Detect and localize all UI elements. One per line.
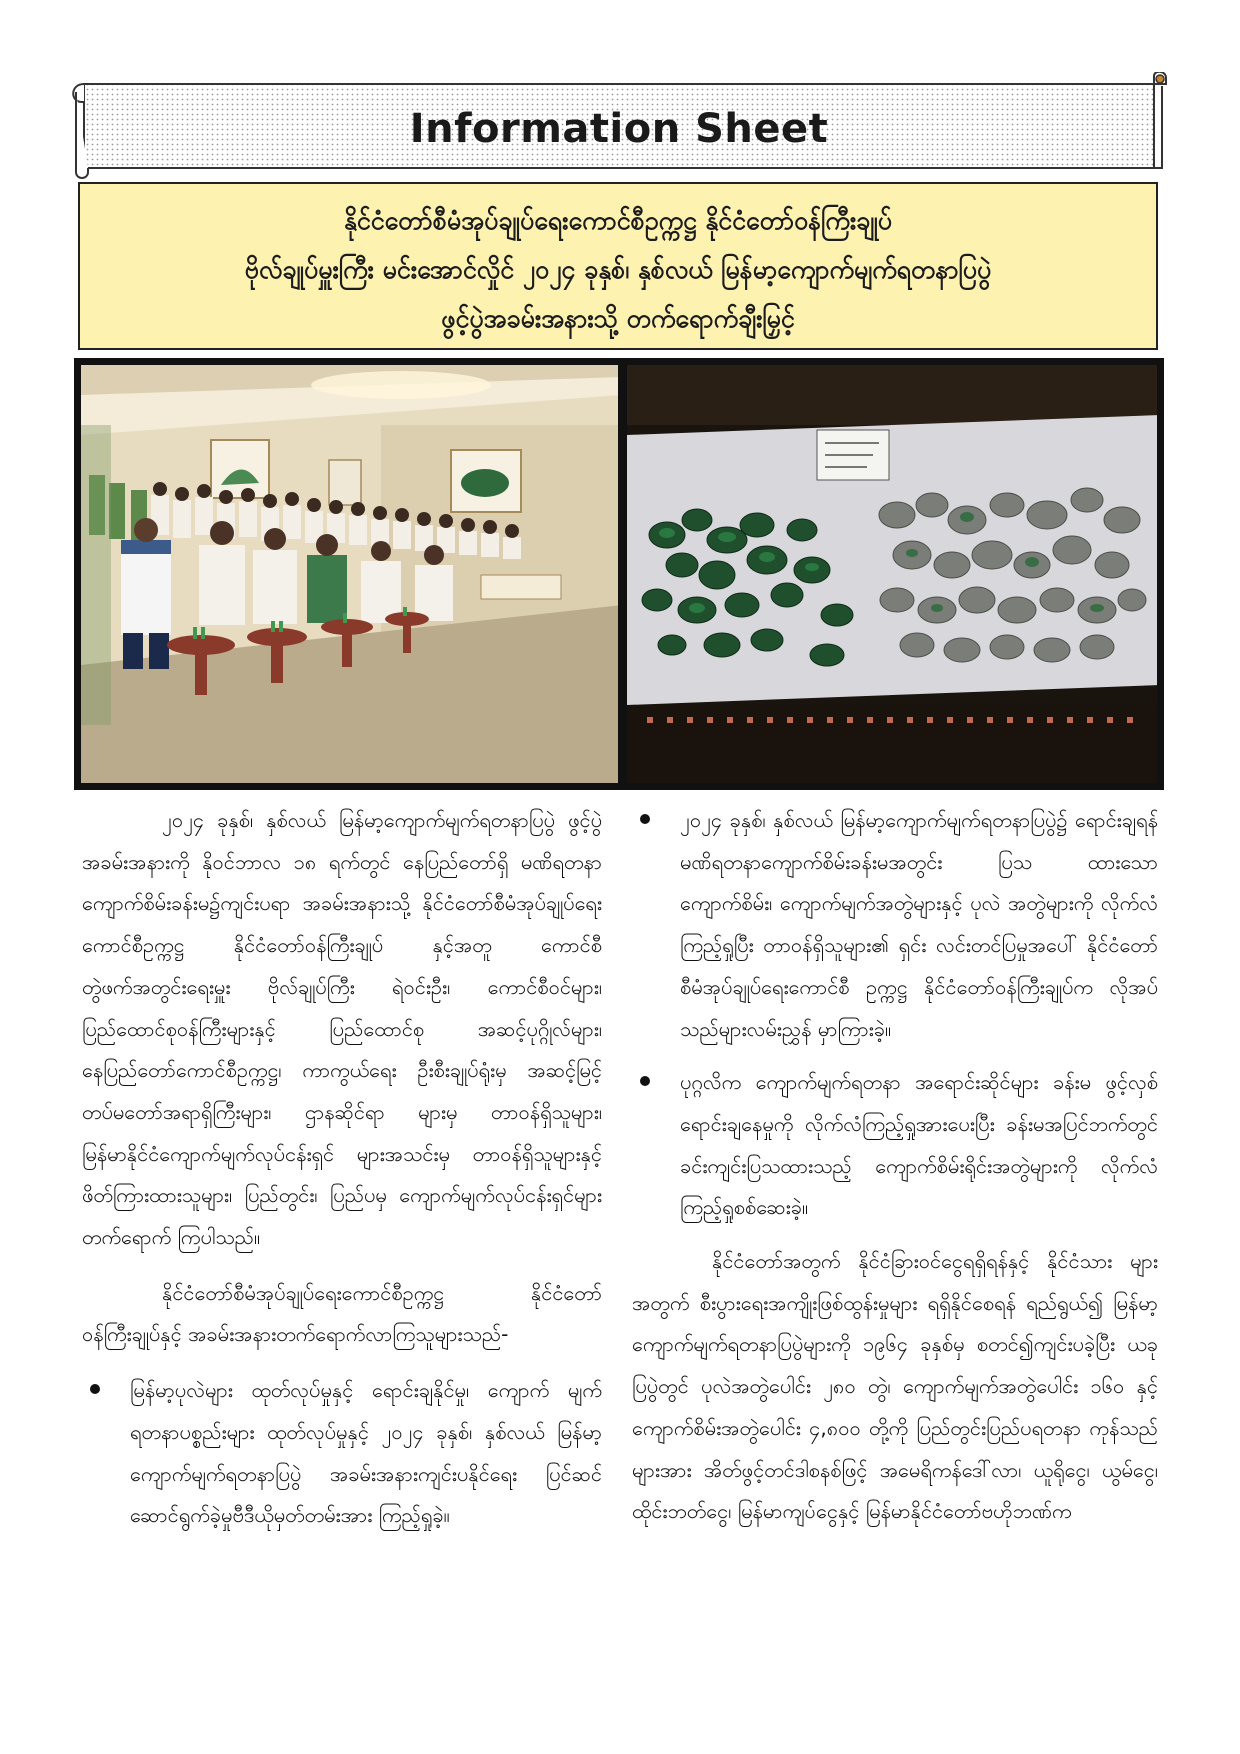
bullet-icon [640, 814, 650, 824]
bullet-text: ပုဂ္ဂလိက ကျောက်မျက်ရတနာ အရောင်းဆိုင်များ ခန်းမ ဖွင့်လှစ်ရောင်းချနေမှုကို လိုက်လံကြည့်ရှုအားပေးပြီး ခန်းမအပြင်ဘက်တွင် ခင်းကျင်းပြသထားသည့် ကျောက်စိမ်းရိုင်းအတွဲများကို လိုက်လံကြည့်ရှုစစ်ဆေးခဲ့။ [680, 1070, 1158, 1220]
paragraph: နိုင်ငံတော်အတွက် နိုင်ငံခြားဝင်ငွေရရှိရန်နှင့် နိုင်ငံသား များအတွက် စီးပွားရေးအကျိုးဖြစ်ထွန်းမှုများ ရရှိနိုင်စေရန် ရည်ရွယ်၍ မြန်မာ့ကျောက်မျက်ရတနာပြပွဲများကို ၁၉၆၄ ခုနှစ်မှ စတင်၍ကျင်းပခဲ့ပြီး ယခုပြပွဲတွင် ပုလဲအတွဲပေါင်း ၂၈၀ တွဲ၊ ကျောက်မျက်အတွဲပေါင်း ၁၆၀ နှင့် ကျောက်စိမ်းအတွဲပေါင်း ၄,၈၀၀ တို့ကို ပြည်တွင်းပြည်ပရတနာ ကုန်သည်များအား အိတ်ဖွင့်တင်ဒါစနစ်ဖြင့် အမေရိကန်ဒေါ်လာ၊ ယူရိုငွေ၊ ယွမ်ငွေ၊ ထိုင်းဘတ်ငွေ၊ မြန်မာကျပ်ငွေနှင့် မြန်မာနိုင်ငံတော်ဗဟိုဘဏ်က [632, 1249, 1158, 1524]
bullet-icon [90, 1384, 100, 1394]
bullet-list [82, 1370, 602, 1537]
right-column [632, 800, 1158, 1547]
photo-strip [74, 358, 1164, 790]
bullet-text: ၂၀၂၄ ခုနှစ်၊ နှစ်လယ် မြန်မာ့ကျောက်မျက်ရတနာပြပွဲ၌ ရောင်းချရန် မဏိရတနာကျောက်စိမ်းခန်းမအတွင်း ပြသ ထားသော ကျောက်စိမ်း၊ ကျောက်မျက်အတွဲများနှင့် ပုလဲ အတွဲများကို လိုက်လံကြည့်ရှုပြီး တာဝန်ရှိသူများ၏ ရှင်း လင်းတင်ပြမှုအပေါ် နိုင်ငံတော်စီမံအုပ်ချုပ်ရေးကောင်စီ ဥက္ကဋ္ဌ နိုင်ငံတော်ဝန်ကြီးချုပ်က လိုအပ်သည်များလမ်းညွှန် မှာကြားခဲ့။ [680, 808, 1158, 1041]
paragraph: နိုင်ငံတော်စီမံအုပ်ချုပ်ရေးကောင်စီဥက္ကဋ္ဌ နိုင်ငံတော် ဝန်ကြီးချုပ်နှင့် အခမ်းအနားတက်ရောက်လာကြသူများသည်- [82, 1280, 602, 1347]
headline-line-1: နိုင်ငံတော်စီမံအုပ်ချုပ်ရေးကောင်စီဥက္ကဋ္ဌ နိုင်ငံတော်ဝန်ကြီးချုပ် [343, 206, 893, 235]
bullet-item [632, 800, 1158, 1050]
bullet-icon [640, 1076, 650, 1086]
bullet-list [632, 800, 1158, 1229]
banner-scroll [70, 72, 1168, 180]
left-column [82, 800, 602, 1549]
bullet-item [82, 1370, 602, 1537]
page-title: Information Sheet [409, 106, 829, 152]
jade-display-photo [627, 365, 1157, 783]
headline-line-2: ဗိုလ်ချုပ်မှူးကြီး မင်းအောင်လှိုင် ၂၀၂၄ ခုနှစ်၊ နှစ်လယ် မြန်မာ့ကျောက်မျက်ရတနာပြပွဲ [244, 255, 992, 284]
paragraph: ၂၀၂၄ ခုနှစ်၊ နှစ်လယ် မြန်မာ့ကျောက်မျက်ရတနာပြပွဲ ဖွင့်ပွဲအခမ်းအနားကို နိုဝင်ဘာလ ၁၈ ရက်တွင် နေပြည်တော်ရှိ မဏိရတနာကျောက်စိမ်းခန်းမ၌ကျင်းပရာ အခမ်းအနားသို့ နိုင်ငံတော်စီမံအုပ်ချုပ်ရေးကောင်စီဥက္ကဋ္ဌ နိုင်ငံတော်ဝန်ကြီးချုပ် နှင့်အတူ ကောင်စီတွဲဖက်အတွင်းရေးမှူး ဗိုလ်ချုပ်ကြီး ရဲဝင်းဦး၊ ကောင်စီဝင်များ၊ ပြည်ထောင်စုဝန်ကြီးများနှင့် ပြည်ထောင်စု အဆင့်ပုဂ္ဂိုလ်များ၊ နေပြည်တော်ကောင်စီဥက္ကဋ္ဌ၊ ကာကွယ်ရေး ဦးစီးချုပ်ရုံးမှ အဆင့်မြင့်တပ်မတော်အရာရှိကြီးများ၊ ဌာနဆိုင်ရာ များမှ တာဝန်ရှိသူများ၊ မြန်မာနိုင်ငံကျောက်မျက်လုပ်ငန်းရှင် များအသင်းမှ တာဝန်ရှိသူများနှင့် ဖိတ်ကြားထားသူများ၊ ပြည်တွင်း၊ ပြည်ပမှ ကျောက်မျက်လုပ်ငန်းရှင်များတက်ရောက် ကြပါသည်။ [82, 808, 602, 1250]
bullet-text: မြန်မာ့ပုလဲများ ထုတ်လုပ်မှုနှင့် ရောင်းချနိုင်မှု၊ ကျောက် မျက်ရတနာပစ္စည်းများ ထုတ်လုပ်မှုနှင့် ၂၀၂၄ ခုနှစ်၊ နှစ်လယ် မြန်မာ့ကျောက်မျက်ရတနာပြပွဲ အခမ်းအနားကျင်းပနိုင်ရေး ပြင်ဆင်ဆောင်ရွက်ခဲ့မှုဗီဒီယိုမှတ်တမ်းအား ကြည့်ရှုခဲ့။ [130, 1378, 602, 1528]
ceremony-audience-photo [81, 365, 618, 783]
bullet-item [632, 1062, 1158, 1229]
headline-box [78, 182, 1158, 350]
headline-line-3: ဖွင့်ပွဲအခမ်းအနားသို့ တက်ရောက်ချီးမြှင့် [441, 304, 795, 333]
